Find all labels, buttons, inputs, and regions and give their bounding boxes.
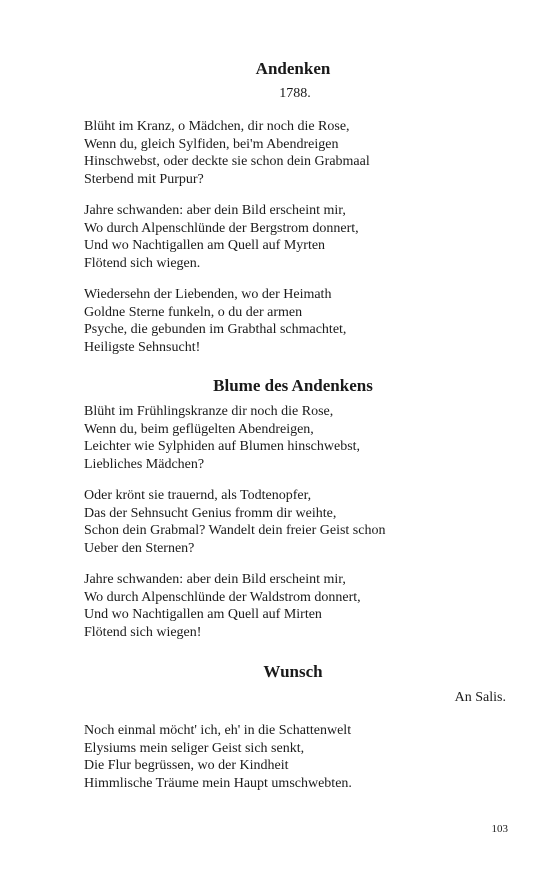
verse-line: Jahre schwanden: aber dein Bild erscheint mir, (84, 203, 346, 218)
stanza (84, 118, 504, 188)
poem-subtitle-year: 1788. (279, 86, 311, 101)
verse-line: Leichter wie Sylphiden auf Blumen hinschwebst, (84, 439, 361, 454)
verse-line: Wenn du, beim geflügelten Abendreigen, (84, 421, 314, 437)
verse-line: Goldne Sterne funkeln, o du der armen (84, 304, 303, 320)
verse-line: Blüht im Frühlingskranze dir noch die Rose, (84, 404, 334, 419)
verse-line: Flötend sich wiegen. (84, 255, 201, 271)
stanza (84, 286, 504, 356)
poem-title-wunsch: Wunsch (263, 662, 323, 681)
poem-dedication: An Salis. (454, 690, 506, 705)
verse-line: Und wo Nachtigallen am Quell auf Mirten (84, 607, 322, 622)
verse-line: Blüht im Kranz, o Mädchen, dir noch die Rose, (84, 119, 350, 134)
verse-line: Und wo Nachtigallen am Quell auf Myrten (84, 238, 326, 253)
page-number: 103 (491, 823, 508, 835)
verse-line: Wenn du, gleich Sylfiden, bei'm Abendreigen (84, 136, 339, 152)
verse-line: Elysiums mein seliger Geist sich senkt, (84, 740, 305, 756)
stanza (84, 202, 504, 272)
verse-line: Liebliches Mädchen? (84, 456, 205, 472)
verse-line: Himmlische Träume mein Haupt umschwebten. (84, 775, 352, 791)
verse-line: Wiedersehn der Liebenden, wo der Heimath (84, 287, 332, 302)
verse-line: Flötend sich wiegen! (84, 624, 202, 640)
stanza (84, 487, 504, 557)
verse-line: Schon dein Grabmal? Wandelt dein freier Geist schon (84, 523, 386, 538)
poem-title-blume-des-andenkens: Blume des Andenkens (213, 376, 373, 395)
verse-line: Psyche, die gebunden im Grabthal schmachtet, (84, 322, 347, 337)
stanza (84, 722, 504, 792)
poem-title-andenken: Andenken (255, 59, 331, 78)
verse-line: Jahre schwanden: aber dein Bild erscheint mir, (84, 572, 346, 587)
verse-line: Wo durch Alpenschlünde der Bergstrom donnert, (84, 220, 359, 236)
verse-line: Ueber den Sternen? (84, 540, 195, 556)
verse-line: Heiligste Sehnsucht! (84, 339, 201, 355)
verse-line: Sterbend mit Purpur? (84, 171, 204, 187)
stanza (84, 403, 504, 473)
verse-line: Hinschwebst, oder deckte sie schon dein Grabmaal (84, 154, 370, 169)
verse-line: Noch einmal möcht' ich, eh' in die Schattenwelt (84, 723, 352, 738)
stanza (84, 571, 504, 641)
verse-line: Oder krönt sie trauernd, als Todtenopfer, (84, 488, 312, 503)
verse-line: Das der Sehnsucht Genius fromm dir weihte, (84, 505, 337, 521)
verse-line: Die Flur begrüssen, wo der Kindheit (84, 758, 289, 773)
verse-line: Wo durch Alpenschlünde der Waldstrom donnert, (84, 589, 361, 605)
